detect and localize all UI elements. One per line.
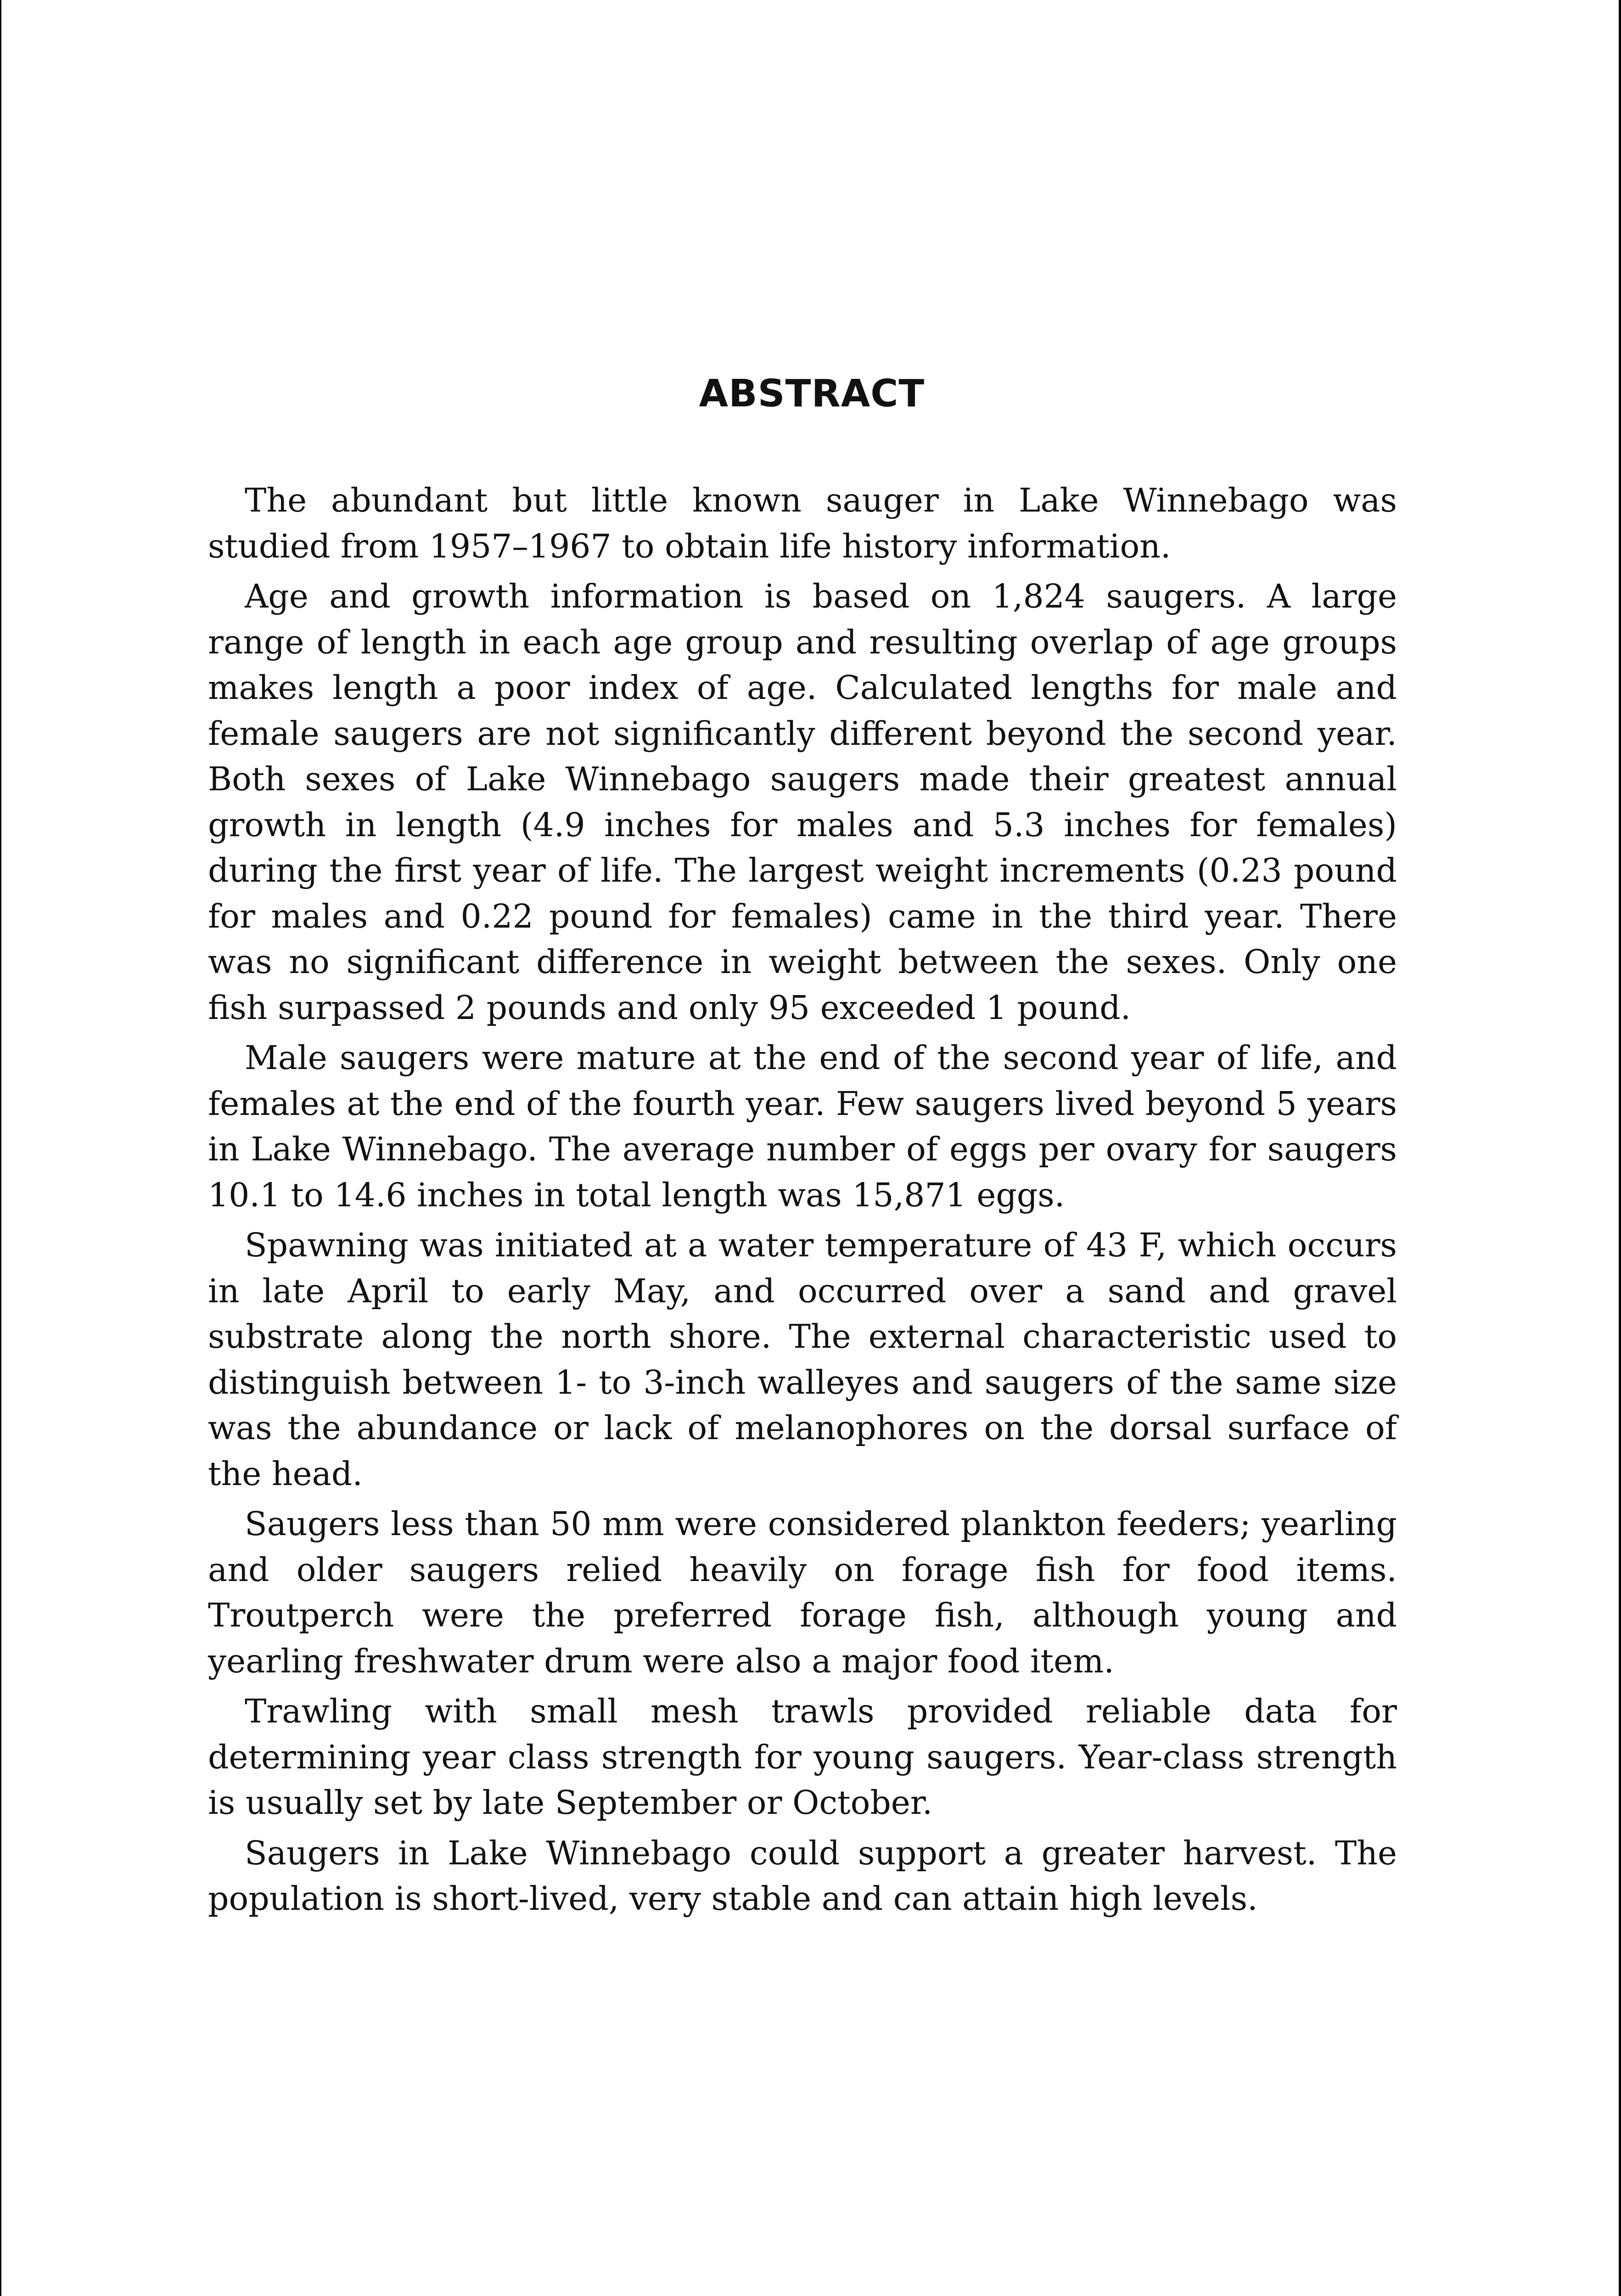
- paragraph: Age and growth information is based on 1,824 saugers. A large range of length in each age group and resulting overlap of age groups makes length a poor index of age. Calculated lengths for male and female saugers are not significantly different beyond the second year. Both sexes of Lake Winnebago saugers made their greatest annual growth in length (4.9 inches for males and 5.3 inches for females) during the first year of life. The largest weight increments (0.23 pound for males and 0.22 pound for females) came in the third year. There was no significant difference in weight between the sexes. Only one fish surpassed 2 pounds and only 95 exceeded 1 pound.: [208, 577, 1397, 1027]
- paragraph: Trawling with small mesh trawls provided reliable data for determining year class strength for young saugers. Year-class strength is usually set by late September or October.: [208, 1692, 1397, 1822]
- page-title: ABSTRACT: [699, 372, 925, 416]
- abstract-body: [208, 478, 1397, 1926]
- paragraph: Male saugers were mature at the end of the second year of life, and females at the end of the fourth year. Few saugers lived beyond 5 years in Lake Winnebago. The average number of eggs per ovary for saugers 10.1 to 14.6 inches in total length was 15,871 eggs.: [208, 1039, 1397, 1214]
- paragraph: Saugers less than 50 mm were considered plankton feeders; yearling and older saugers relied heavily on forage fish for food items. Troutperch were the preferred forage fish, although young and yearling freshwater drum were also a major food item.: [208, 1505, 1397, 1680]
- paragraph: The abundant but little known sauger in Lake Winnebago was studied from 1957–1967 to obtain life history information.: [208, 481, 1397, 565]
- paragraph: Spawning was initiated at a water temperature of 43 F, which occurs in late April to early May, and occurred over a sand and gravel substrate along the north shore. The external characteristic used to distinguish between 1- to 3-inch walleyes and saugers of the same size was the abundance or lack of melanophores on the dorsal surface of the head.: [208, 1226, 1397, 1493]
- paragraph: Saugers in Lake Winnebago could support a greater harvest. The population is short-lived, very stable and can attain high levels.: [208, 1834, 1397, 1918]
